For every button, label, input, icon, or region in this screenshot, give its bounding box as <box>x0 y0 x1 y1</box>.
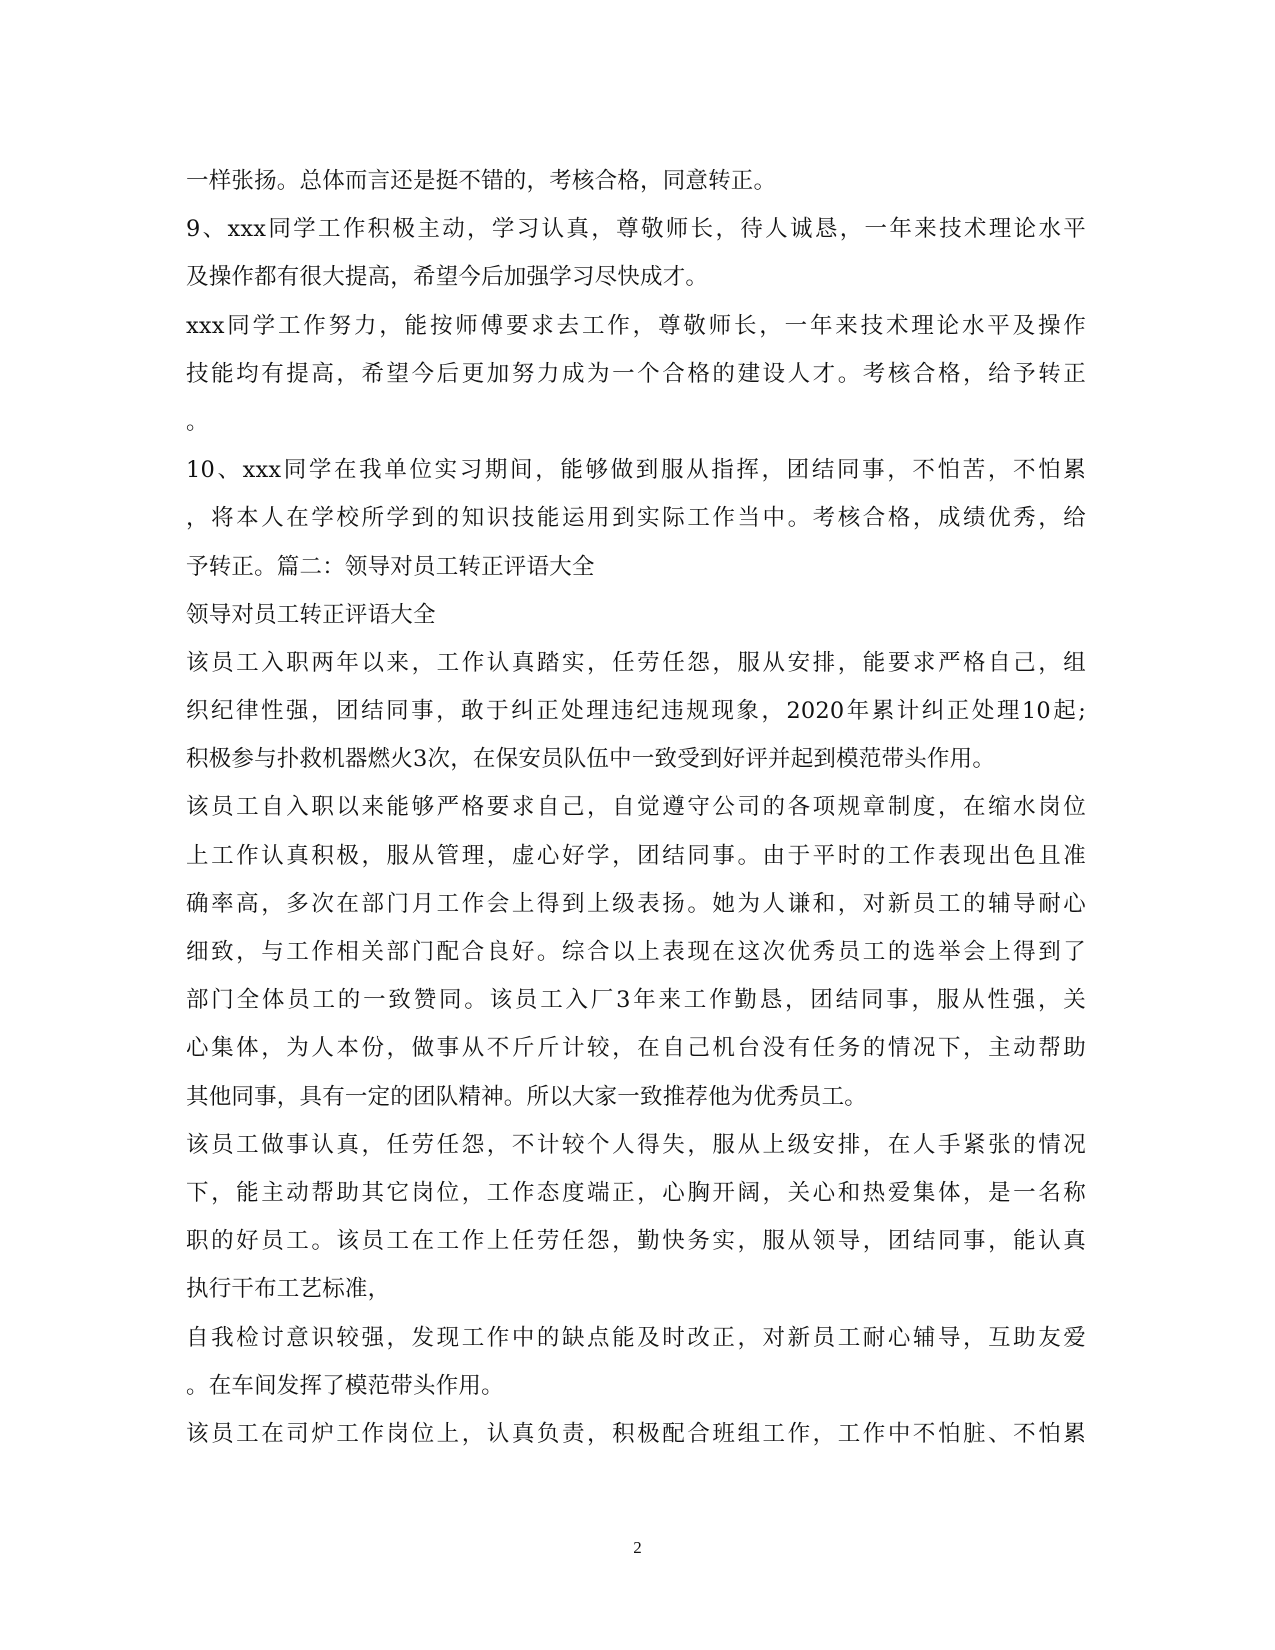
text-line: 该员工在司炉工作岗位上，认真负责，积极配合班组工作，工作中不怕脏、不怕累 <box>186 1420 1086 1447</box>
text-line: 下，能主动帮助其它岗位，工作态度端正，心胸开阔，关心和热爱集体，是一名称 <box>186 1179 1086 1206</box>
text-line: 该员工入职两年以来，工作认真踏实，任劳任怨，服从安排，能要求严格自己，组 <box>186 649 1086 676</box>
text-line: 该员工自入职以来能够严格要求自己，自觉遵守公司的各项规章制度，在缩水岗位 <box>186 794 1086 821</box>
text-line: 心集体，为人本份，做事从不斤斤计较，在自己机台没有任务的情况下，主动帮助 <box>186 1035 1086 1062</box>
text-line: 该员工做事认真，任劳任怨，不计较个人得失，服从上级安排，在人手紧张的情况 <box>186 1131 1086 1158</box>
text-line: 领导对员工转正评语大全 <box>186 601 436 628</box>
body-text <box>186 157 1086 1458</box>
text-line: 细致，与工作相关部门配合良好。综合以上表现在这次优秀员工的选举会上得到了 <box>186 939 1086 965</box>
text-line: 确率高，多次在部门月工作会上得到上级表扬。她为人谦和，对新员工的辅导耐心 <box>186 890 1086 917</box>
text-line: 。 <box>186 408 209 435</box>
text-line: ，将本人在学校所学到的知识技能运用到实际工作当中。考核合格，成绩优秀，给 <box>186 505 1086 532</box>
text-line: 予转正。篇二：领导对员工转正评语大全 <box>186 553 595 580</box>
text-line: 部门全体员工的一致赞同。该员工入厂3年来工作勤恳，团结同事，服从性强，关 <box>186 987 1086 1014</box>
text-line: 上工作认真积极，服从管理，虚心好学，团结同事。由于平时的工作表现出色且准 <box>186 842 1086 869</box>
text-line: 及操作都有很大提高，希望今后加强学习尽快成才。 <box>186 264 709 291</box>
text-line: 执行干布工艺标准， <box>186 1276 391 1303</box>
text-line: 织纪律性强，团结同事，敢于纠正处理违纪违规现象，2020年累计纠正处理10起; <box>186 698 1086 725</box>
page-number: 2 <box>633 1538 642 1557</box>
text-line: 积极参与扑救机器燃火3次，在保安员队伍中一致受到好评并起到模范带头作用。 <box>186 746 996 773</box>
text-line: 其他同事，具有一定的团队精神。所以大家一致推荐他为优秀员工。 <box>186 1083 868 1110</box>
text-line: xxx同学工作努力，能按师傅要求去工作，尊敬师长，一年来技术理论水平及操作 <box>186 312 1086 339</box>
text-line: 一样张扬。总体而言还是挺不错的，考核合格，同意转正。 <box>186 168 777 194</box>
text-line: 技能均有提高，希望今后更加努力成为一个合格的建设人才。考核合格，给予转正 <box>186 360 1086 387</box>
text-line: 。在车间发挥了模范带头作用。 <box>186 1372 504 1399</box>
text-line: 自我检讨意识较强，发现工作中的缺点能及时改正，对新员工耐心辅导，互助友爱 <box>186 1324 1086 1351</box>
text-line: 职的好员工。该员工在工作上任劳任怨，勤快务实，服从领导，团结同事，能认真 <box>186 1228 1086 1255</box>
text-line: 9、xxx同学工作积极主动，学习认真，尊敬师长，待人诚恳，一年来技术理论水平 <box>186 216 1086 243</box>
text-line: 10、xxx同学在我单位实习期间，能够做到服从指挥，团结同事，不怕苦，不怕累 <box>186 457 1086 484</box>
